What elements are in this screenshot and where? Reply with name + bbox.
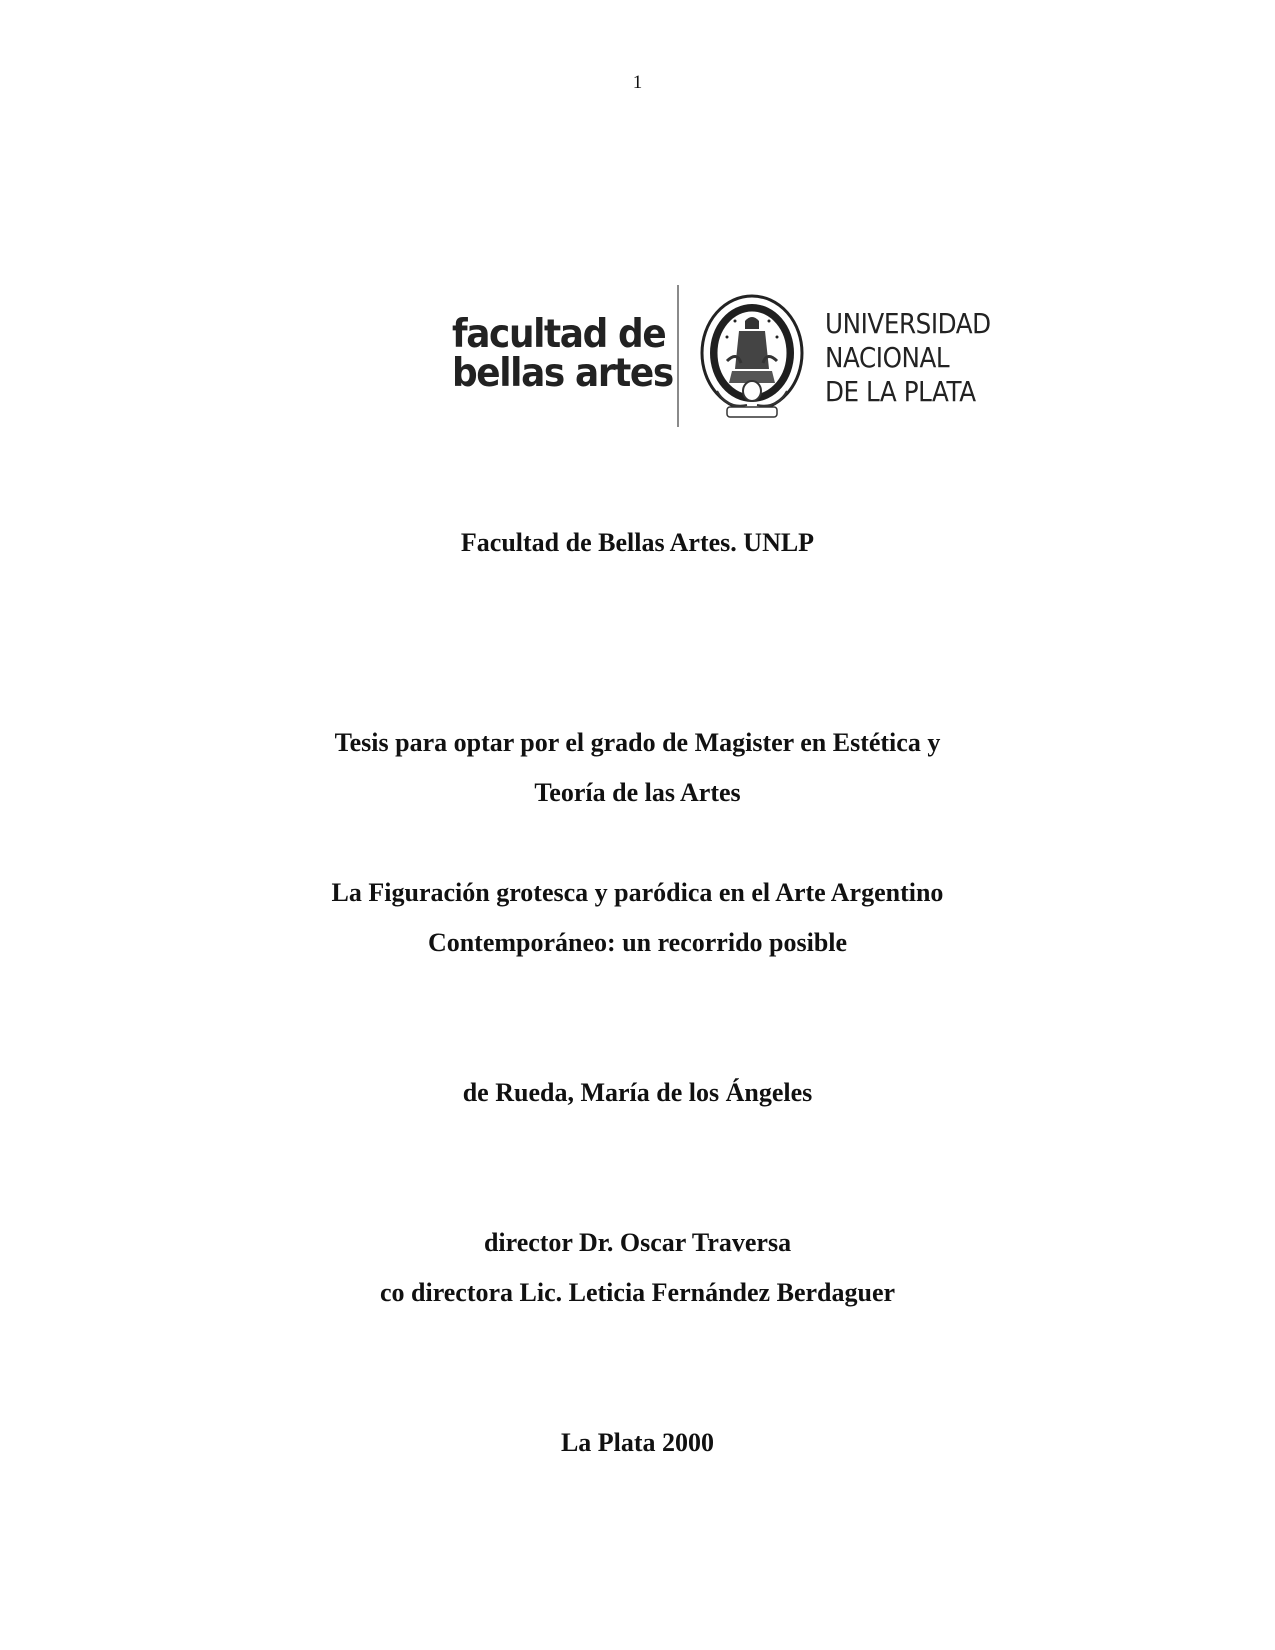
wordmark-line: UNIVERSIDAD: [825, 307, 991, 340]
title-line: Contemporáneo: un recorrido posible: [427, 928, 848, 957]
faculty-heading: Facultad de Bellas Artes. UNLP: [460, 528, 815, 557]
wordmark-line: DE LA PLATA: [825, 375, 976, 408]
author-name: de Rueda, María de los Ángeles: [462, 1078, 813, 1107]
page-number: 1: [632, 72, 643, 93]
wordmark-line: NACIONAL: [825, 341, 950, 374]
title-line: La Figuración grotesca y paródica en el Arte Argentino: [331, 878, 944, 907]
wordmark-line: facultad de: [452, 312, 666, 357]
thesis-title: [0, 868, 1275, 968]
degree-statement: [0, 718, 1275, 818]
degree-line: Tesis para optar por el grado de Magister en Estética y: [334, 728, 941, 757]
place-and-year: La Plata 2000: [560, 1428, 715, 1457]
institution-logo: [452, 285, 1012, 430]
co-director-line: co directora Lic. Leticia Fernández Berdaguer: [379, 1278, 896, 1307]
degree-line: Teoría de las Artes: [534, 778, 741, 807]
director-line: director Dr. Oscar Traversa: [483, 1228, 792, 1257]
directors: [0, 1218, 1275, 1318]
wordmark-line: bellas artes: [452, 351, 673, 396]
unlp-wordmark: [825, 307, 991, 409]
logo-divider: [677, 285, 679, 427]
unlp-seal-icon: [697, 291, 807, 423]
facultad-bellas-artes-wordmark: [452, 312, 673, 396]
